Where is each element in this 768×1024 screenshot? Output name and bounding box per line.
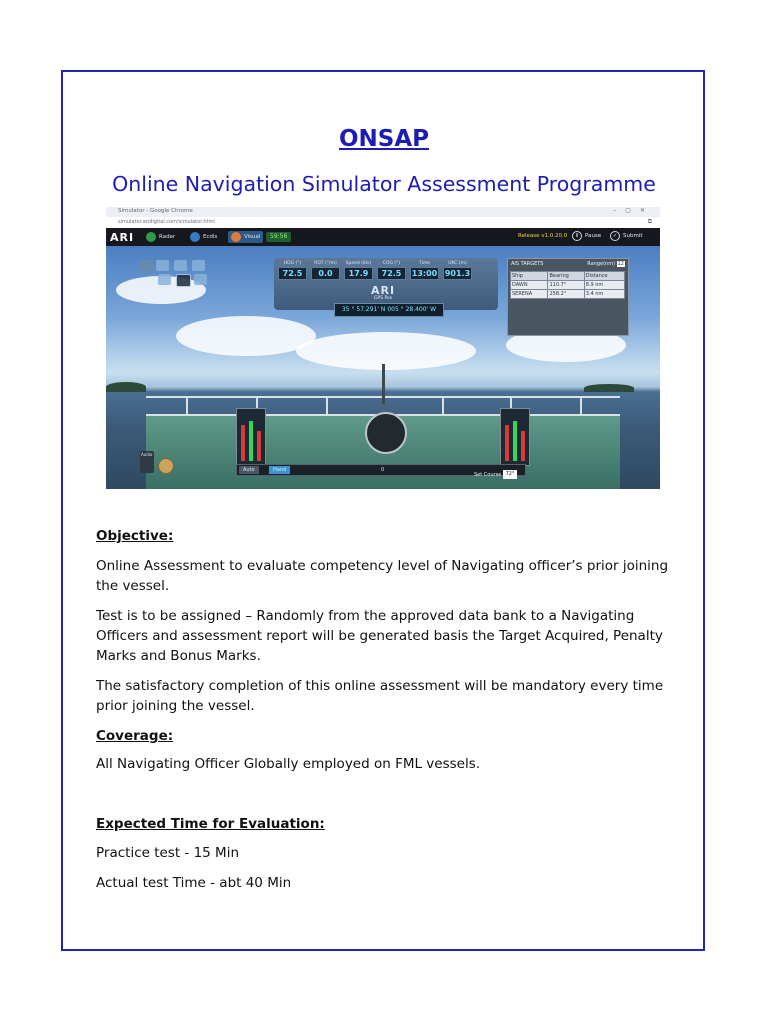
practice-time: Practice test - 15 Min xyxy=(96,845,240,861)
hud-label: ROT (°/m) xyxy=(314,261,337,266)
hud-value: 901.3 xyxy=(444,269,471,278)
coverage-text: All Navigating Officer Globally employed on FML vessels. xyxy=(96,756,481,772)
ais-cell: 258.2° xyxy=(548,290,584,299)
simulator-toolbar xyxy=(106,228,660,246)
audio-label: Audio xyxy=(141,452,153,457)
gauge-bar xyxy=(521,431,525,461)
hud-label: Speed (kts) xyxy=(345,261,372,266)
hud-value: 13:00 xyxy=(411,269,438,278)
center-view-icon[interactable] xyxy=(176,274,191,287)
island xyxy=(106,382,146,392)
simulator-screenshot xyxy=(106,207,660,489)
engine-gauge-starboard xyxy=(500,408,530,466)
helm-wheel[interactable] xyxy=(365,412,407,454)
ais-col-header: Bearing xyxy=(548,272,584,281)
submit-button[interactable] xyxy=(610,231,643,241)
hud-time xyxy=(410,261,439,280)
ecdis-button[interactable] xyxy=(190,231,217,243)
submit-label: Submit xyxy=(623,233,643,239)
ais-col-header: Ship xyxy=(511,272,548,281)
page-title: ONSAP xyxy=(338,126,430,152)
objective-paragraph-3: The satisfactory completion of this online assessment will be mandatory every time prior joining the vessel. xyxy=(96,678,664,714)
visual-label: Visual xyxy=(244,234,261,240)
hud-value: 72.5 xyxy=(278,267,307,280)
ais-table xyxy=(510,271,625,299)
visual-button[interactable] xyxy=(228,231,263,243)
ais-cell: 110.7° xyxy=(548,281,584,290)
gps-label: GPS Pos xyxy=(374,296,393,301)
window-controls[interactable]: –▢✕ xyxy=(613,207,654,214)
radar-icon xyxy=(146,232,156,242)
ais-cell: DAWN xyxy=(511,281,548,290)
hud-label: HDG (°) xyxy=(283,261,302,266)
ais-row[interactable] xyxy=(511,290,625,299)
cloud xyxy=(296,332,476,370)
arrow-up-icon[interactable] xyxy=(174,260,187,271)
island xyxy=(584,384,634,392)
gauge-bar xyxy=(257,431,261,461)
set-course-label: Set Course xyxy=(474,472,502,478)
gauge-bar xyxy=(513,421,517,461)
ais-targets-panel xyxy=(507,258,629,336)
ais-range xyxy=(587,261,625,267)
coverage-heading: Coverage: xyxy=(96,728,174,744)
auto-button[interactable]: Auto xyxy=(239,466,259,474)
rudder-value: 0 xyxy=(377,466,388,474)
objective-heading: Objective: xyxy=(96,528,174,544)
gauge-bar xyxy=(505,425,509,461)
visual-icon xyxy=(231,232,241,242)
arrow-down-left-icon[interactable] xyxy=(158,274,171,285)
ais-col-header: Distance xyxy=(584,272,624,281)
hud-speed xyxy=(344,261,373,280)
page-subtitle: Online Navigation Simulator Assessment Programme xyxy=(112,172,656,196)
gauge-bar xyxy=(241,425,245,461)
hud-value: 17.9 xyxy=(344,267,373,280)
cloud xyxy=(176,316,316,356)
pause-icon: ll xyxy=(572,231,582,241)
ecdis-icon xyxy=(190,232,200,242)
hud-label: Time xyxy=(418,261,430,266)
hud-hdg xyxy=(278,261,307,280)
objective-paragraph-2: Test is to be assigned – Randomly from the approved data bank to a Navigating Officers and assessment report will be generated basis the Target Acquired, Penalty Marks and Bonus Marks. xyxy=(96,608,663,664)
hud-label: COG (°) xyxy=(382,261,401,266)
horn-button[interactable] xyxy=(158,458,174,474)
nav-data-row xyxy=(278,261,472,280)
arrow-left-icon[interactable] xyxy=(156,260,169,271)
gauge-bar xyxy=(249,421,253,461)
arrow-right-icon[interactable] xyxy=(192,260,205,271)
hand-button[interactable]: Hand xyxy=(269,466,290,474)
set-course-input[interactable]: 72° xyxy=(503,470,517,479)
ais-title: AIS TARGETS xyxy=(511,261,544,267)
arrow-down-right-icon[interactable] xyxy=(194,274,207,285)
actual-time: Actual test Time - abt 40 Min xyxy=(96,875,292,891)
countdown-timer: 59:56 xyxy=(266,232,291,242)
ais-cell: 8.9 nm xyxy=(584,281,624,290)
radar-button[interactable] xyxy=(146,231,175,243)
hud-logo: ARI xyxy=(371,284,396,297)
address-url: simulator.aridigital.com/simulator.html xyxy=(118,219,215,225)
mast xyxy=(382,364,385,404)
bridge-view xyxy=(106,246,660,489)
ais-range-input[interactable]: 12 xyxy=(617,261,624,267)
ais-cell: SERENA xyxy=(511,290,548,299)
ecdis-label: Ecdis xyxy=(203,234,218,240)
ari-logo: ARI xyxy=(110,231,135,244)
time-heading: Expected Time for Evaluation: xyxy=(96,816,325,832)
pause-label: Pause xyxy=(585,233,602,239)
share-icon[interactable]: ⧉ xyxy=(647,218,652,225)
ais-row[interactable] xyxy=(511,281,625,290)
binoculars-icon[interactable] xyxy=(140,260,153,271)
radar-label: Radar xyxy=(159,234,176,240)
ais-range-label: Range(nm) xyxy=(587,261,616,267)
engine-gauge-port xyxy=(236,408,266,466)
objective-paragraph-1: Online Assessment to evaluate competency level of Navigating officer’s prior joining the vessel. xyxy=(96,558,669,594)
gps-position: 35 ° 57.291' N 005 ° 28.400' W xyxy=(334,303,444,317)
ais-header-row xyxy=(511,272,625,281)
hud-cog xyxy=(377,261,406,280)
hud-label: UKC (m) xyxy=(448,261,467,266)
release-version: Release v1.0.20.0 xyxy=(518,233,568,239)
hud-value: 72.5 xyxy=(377,267,406,280)
browser-window-title: Simulator - Google Chrome xyxy=(118,208,193,214)
hud-ukc xyxy=(443,261,472,280)
submit-icon: ✓ xyxy=(610,231,620,241)
browser-title-bar xyxy=(106,207,660,217)
hud-rot xyxy=(311,261,340,280)
pause-button[interactable] xyxy=(572,231,601,241)
ais-cell: 3.4 nm xyxy=(584,290,624,299)
hud-value: 0.0 xyxy=(311,267,340,280)
